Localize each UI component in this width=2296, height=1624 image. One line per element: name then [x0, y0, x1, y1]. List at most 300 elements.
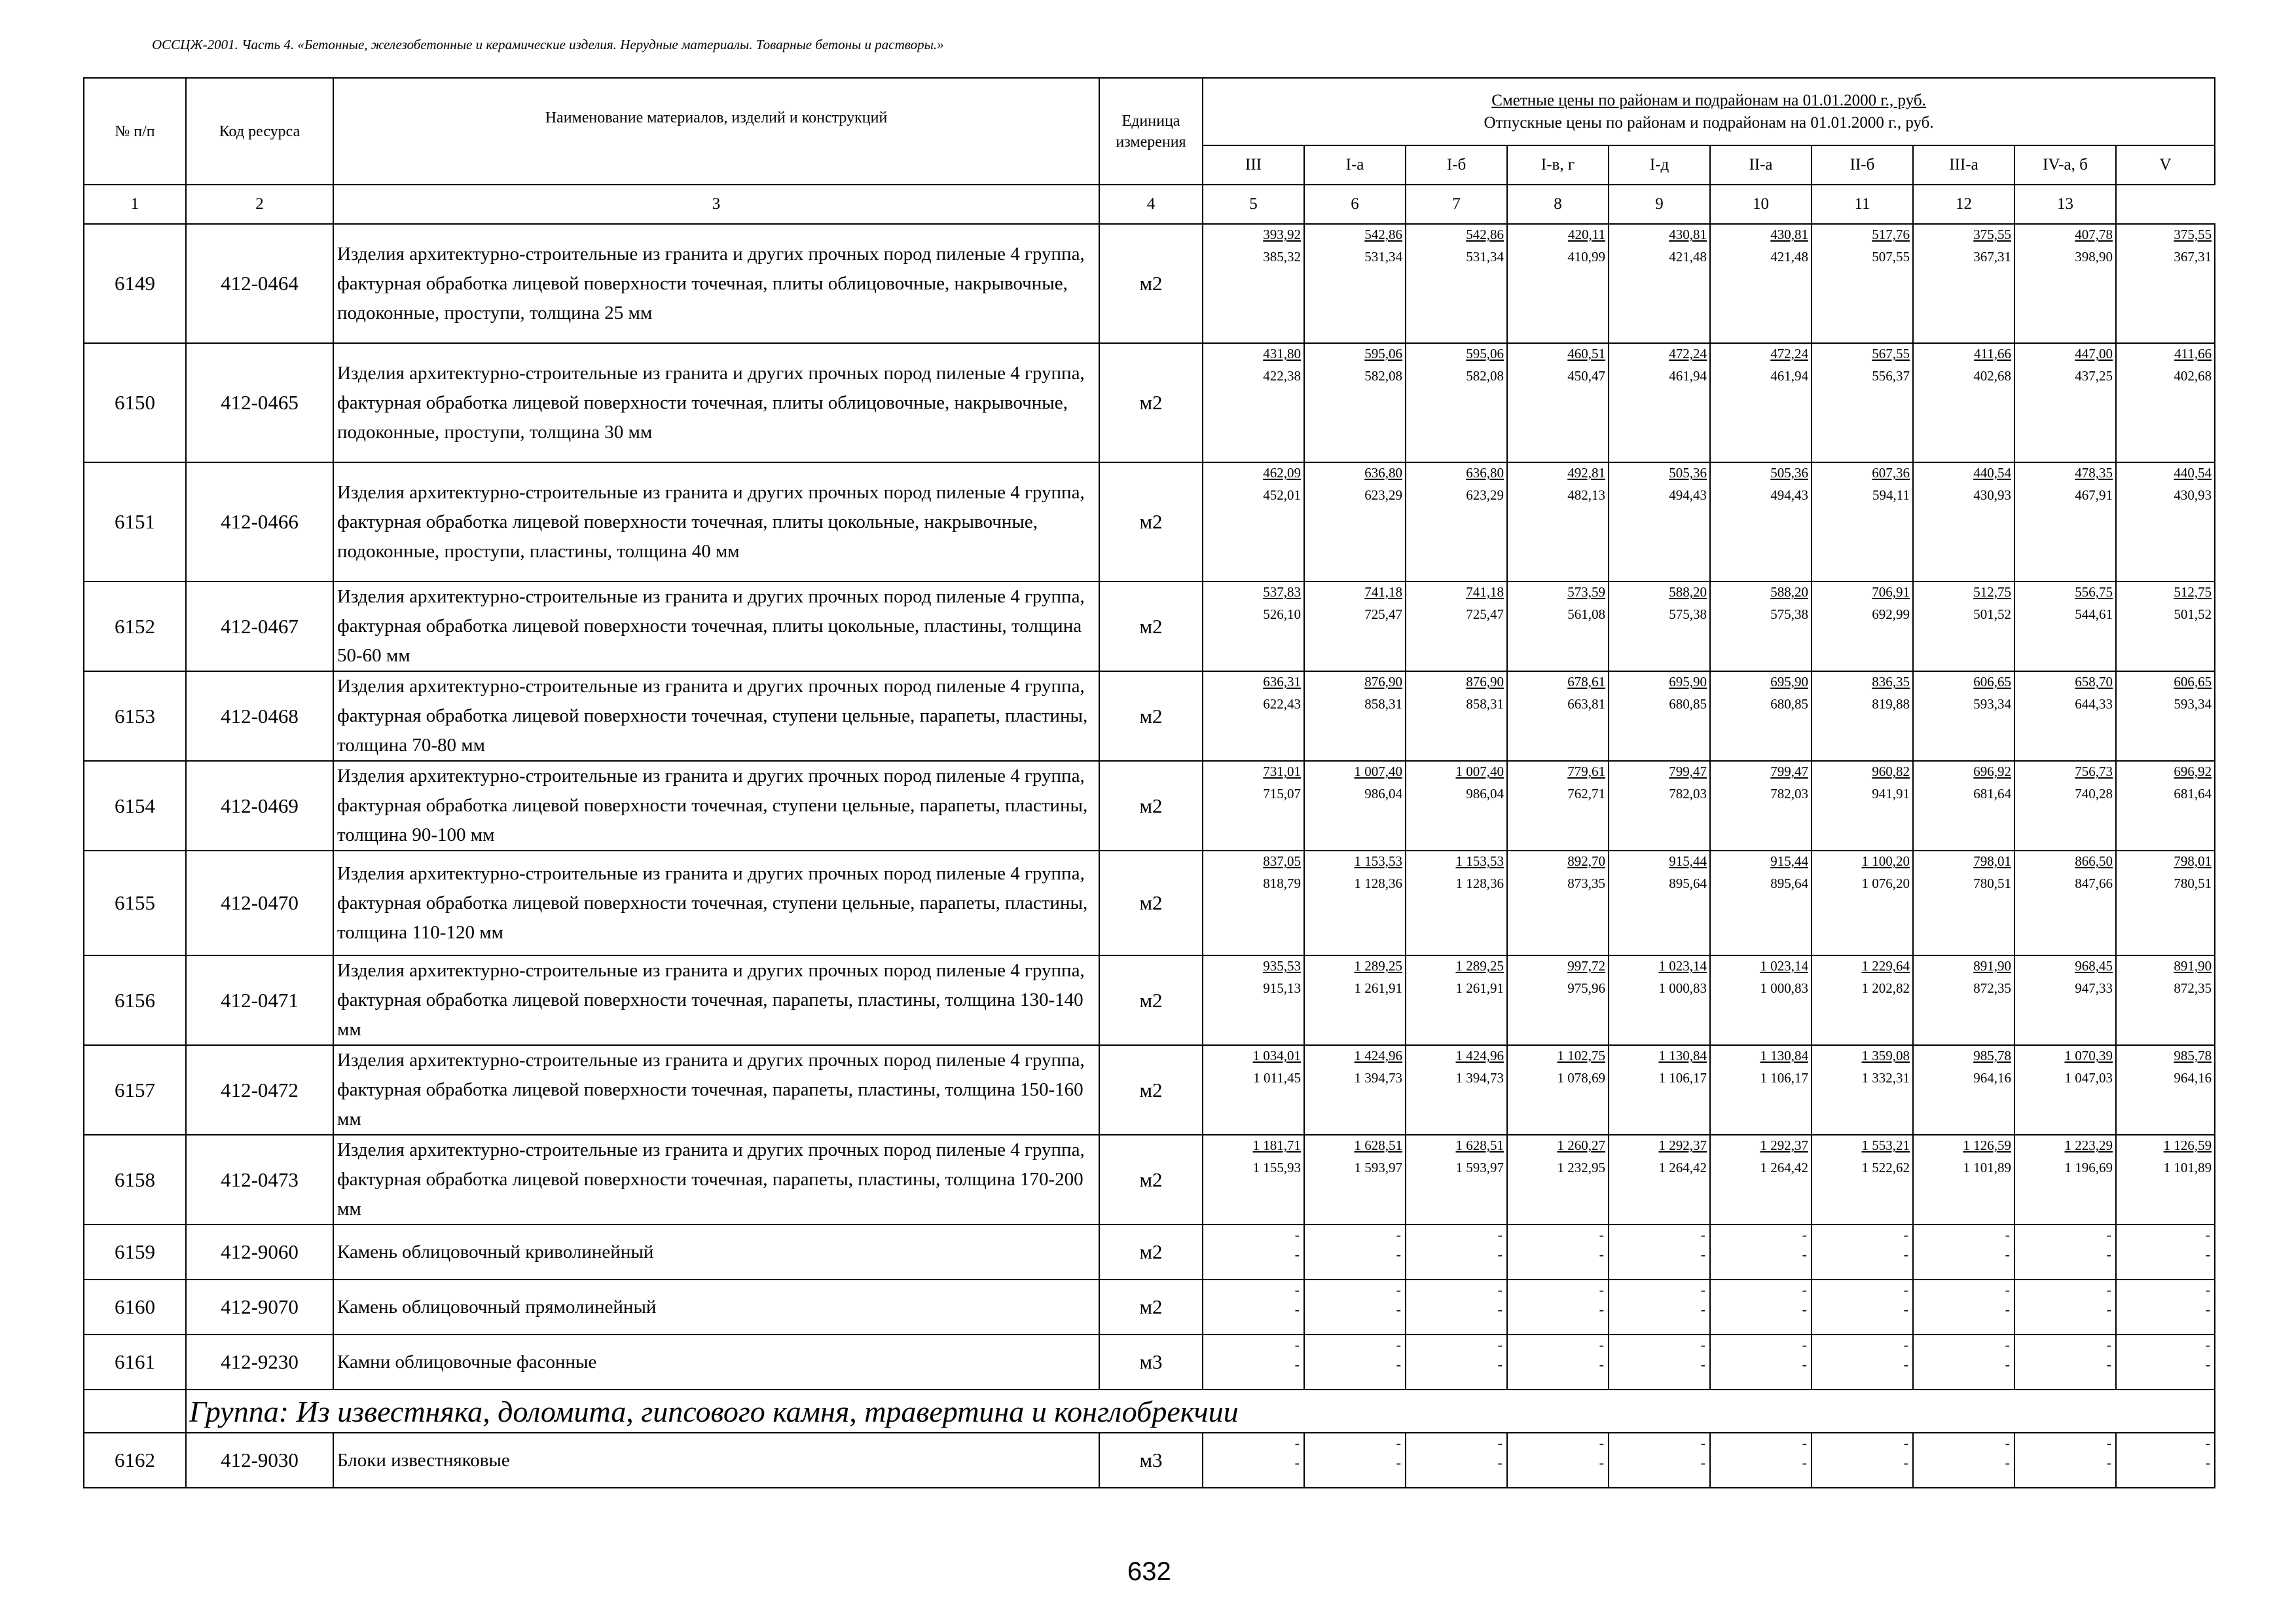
group-title: Группа: Из известняка, доломита, гипсового камня, травертина и конглобрекчии	[186, 1390, 2215, 1433]
estimate-price-dash: -	[1599, 1282, 1604, 1298]
release-price: 858,31	[1364, 696, 1402, 712]
release-price: 915,13	[1263, 980, 1301, 996]
release-price-dash: -	[2205, 1301, 2211, 1318]
estimate-price: 375,55	[2174, 227, 2212, 242]
price-cell	[1406, 1280, 1507, 1335]
row-number: 6161	[84, 1335, 186, 1390]
estimate-price-dash: -	[1497, 1227, 1503, 1243]
price-cell	[1203, 1045, 1304, 1135]
estimate-price: 472,24	[1669, 346, 1707, 361]
release-price: 494,43	[1770, 487, 1808, 503]
release-price: 819,88	[1872, 696, 1910, 712]
estimate-price: 636,80	[1466, 465, 1504, 481]
price-cell	[1609, 1135, 1710, 1225]
release-price-dash: -	[2106, 1454, 2111, 1471]
price-cell	[2014, 1135, 2116, 1225]
estimate-price: 460,51	[1567, 346, 1605, 361]
release-price: 461,94	[1669, 368, 1707, 384]
release-price: 1 261,91	[1455, 980, 1504, 996]
price-cell	[1203, 851, 1304, 955]
price-cell	[2014, 224, 2116, 343]
estimate-price-dash: -	[1294, 1282, 1300, 1298]
release-price: 544,61	[2075, 606, 2113, 622]
price-cell	[2116, 761, 2215, 851]
estimate-price-dash: -	[1700, 1227, 1705, 1243]
estimate-price: 1 424,96	[1354, 1048, 1402, 1063]
header-prices-release: Отпускные цены по районам и подрайонам на 01.01.2000 г., руб.	[1484, 113, 1934, 132]
estimate-price: 567,55	[1872, 346, 1910, 361]
resource-code: 412-9030	[186, 1433, 333, 1488]
estimate-price: 756,73	[2075, 764, 2113, 779]
release-price: 964,16	[1973, 1070, 2011, 1086]
price-cell	[1710, 955, 1812, 1045]
release-price-dash: -	[1599, 1246, 1604, 1263]
row-number: 6160	[84, 1280, 186, 1335]
price-cell	[1203, 761, 1304, 851]
price-cell	[1507, 1225, 1609, 1280]
release-price: 482,13	[1567, 487, 1605, 503]
resource-code: 412-0473	[186, 1135, 333, 1225]
estimate-price-dash: -	[1903, 1282, 1908, 1298]
release-price: 725,47	[1364, 606, 1402, 622]
resource-code: 412-0467	[186, 581, 333, 671]
price-cell	[1203, 1135, 1304, 1225]
release-price-dash: -	[2205, 1454, 2211, 1471]
price-cell	[1710, 1135, 1812, 1225]
estimate-price-dash: -	[1294, 1337, 1300, 1353]
estimate-price: 731,01	[1263, 764, 1301, 779]
estimate-price: 798,01	[2174, 853, 2212, 869]
price-cell	[2014, 1045, 2116, 1135]
price-cell	[1304, 224, 1406, 343]
price-cell	[1710, 851, 1812, 955]
release-price: 410,99	[1567, 249, 1605, 265]
unit-of-measure: м2	[1099, 955, 1203, 1045]
table-row	[84, 581, 2215, 671]
material-name: Камень облицовочный прямолинейный	[333, 1280, 1099, 1335]
release-price-dash: -	[2106, 1246, 2111, 1263]
release-price: 1 196,69	[2064, 1160, 2113, 1175]
release-price: 782,03	[1770, 786, 1808, 802]
estimate-price: 1 126,59	[1963, 1137, 2011, 1153]
estimate-price-dash: -	[1599, 1227, 1604, 1243]
row-number: 6157	[84, 1045, 186, 1135]
estimate-price: 1 130,84	[1760, 1048, 1808, 1063]
price-cell	[1304, 671, 1406, 761]
price-cell	[2116, 1135, 2215, 1225]
resource-code: 412-9230	[186, 1335, 333, 1390]
price-cell	[2014, 581, 2116, 671]
release-price: 1 155,93	[1252, 1160, 1301, 1175]
price-cell	[1304, 955, 1406, 1045]
material-name: Изделия архитектурно-строительные из гранита и других прочных пород пиленые 4 группа, фактурная обработка лицевой поверхности точечная, плиты цокольные, накрывочные, подоконные, проступи, пластины, толщина 40 мм	[333, 462, 1099, 581]
price-cell	[1812, 1225, 1913, 1280]
release-price: 367,31	[1973, 249, 2011, 265]
estimate-price: 505,36	[1770, 465, 1808, 481]
estimate-price: 696,92	[1973, 764, 2011, 779]
price-cell	[1304, 1433, 1406, 1488]
release-price: 531,34	[1364, 249, 1402, 265]
estimate-price: 1 126,59	[2163, 1137, 2212, 1153]
estimate-price-dash: -	[1903, 1227, 1908, 1243]
price-cell	[1406, 1335, 1507, 1390]
price-cell	[1203, 1433, 1304, 1488]
price-cell	[1507, 955, 1609, 1045]
estimate-price-dash: -	[2005, 1435, 2010, 1451]
table-row	[84, 1225, 2215, 1280]
estimate-price: 960,82	[1872, 764, 1910, 779]
price-cell	[1203, 671, 1304, 761]
estimate-price-dash: -	[1700, 1435, 1705, 1451]
release-price: 644,33	[2075, 696, 2113, 712]
estimate-price-dash: -	[2005, 1282, 2010, 1298]
release-price: 986,04	[1466, 786, 1504, 802]
price-cell	[2014, 462, 2116, 581]
estimate-price: 876,90	[1364, 674, 1402, 690]
price-cell	[1812, 1135, 1913, 1225]
price-cell	[1609, 581, 1710, 671]
release-price: 1 106,17	[1658, 1070, 1707, 1086]
release-price: 1 101,89	[2163, 1160, 2212, 1175]
price-cell	[1406, 1225, 1507, 1280]
estimate-price: 915,44	[1669, 853, 1707, 869]
release-price-dash: -	[1802, 1301, 1807, 1318]
release-price: 858,31	[1466, 696, 1504, 712]
estimate-price-dash: -	[1802, 1337, 1807, 1353]
release-price: 780,51	[2174, 876, 2212, 891]
estimate-price-dash: -	[2005, 1227, 2010, 1243]
price-cell	[2116, 1335, 2215, 1390]
release-price: 422,38	[1263, 368, 1301, 384]
price-cell	[2116, 671, 2215, 761]
estimate-price: 1 628,51	[1455, 1137, 1504, 1153]
price-cell	[1406, 1135, 1507, 1225]
release-price: 681,64	[2174, 786, 2212, 802]
release-price: 1 101,89	[1963, 1160, 2011, 1175]
price-cell	[2116, 851, 2215, 955]
estimate-price: 1 292,37	[1760, 1137, 1808, 1153]
region-header: III-а	[1913, 145, 2014, 185]
price-cell	[2014, 955, 2116, 1045]
row-number: 6155	[84, 851, 186, 955]
material-name: Блоки известняковые	[333, 1433, 1099, 1488]
price-cell	[1710, 1045, 1812, 1135]
estimate-price: 1 181,71	[1252, 1137, 1301, 1153]
column-number: 7	[1406, 185, 1507, 224]
release-price: 526,10	[1263, 606, 1301, 622]
estimate-price: 512,75	[1973, 584, 2011, 600]
release-price: 715,07	[1263, 786, 1301, 802]
estimate-price: 492,81	[1567, 465, 1605, 481]
price-cell	[1812, 1433, 1913, 1488]
price-cell	[1406, 851, 1507, 955]
price-cell	[1203, 955, 1304, 1045]
estimate-price: 1 023,14	[1658, 958, 1707, 974]
release-price: 582,08	[1364, 368, 1402, 384]
release-price: 575,38	[1770, 606, 1808, 622]
estimate-price: 695,90	[1669, 674, 1707, 690]
price-cell	[1203, 1280, 1304, 1335]
table-row	[84, 761, 2215, 851]
price-cell	[1609, 1045, 1710, 1135]
price-cell	[1913, 1045, 2014, 1135]
release-price: 437,25	[2075, 368, 2113, 384]
release-price: 531,34	[1466, 249, 1504, 265]
resource-code: 412-0468	[186, 671, 333, 761]
region-header: III	[1203, 145, 1304, 185]
estimate-price-dash: -	[1497, 1435, 1503, 1451]
price-cell	[1507, 343, 1609, 462]
price-cell	[1507, 1280, 1609, 1335]
price-cell	[1812, 462, 1913, 581]
price-cell	[1406, 1045, 1507, 1135]
release-price-dash: -	[2106, 1301, 2111, 1318]
price-cell	[1710, 462, 1812, 581]
estimate-price: 440,54	[1973, 465, 2011, 481]
price-cell	[1609, 462, 1710, 581]
estimate-price: 1 130,84	[1658, 1048, 1707, 1063]
price-cell	[1304, 581, 1406, 671]
estimate-price: 411,66	[1974, 346, 2011, 361]
release-price-dash: -	[1903, 1356, 1908, 1373]
release-price-dash: -	[2005, 1356, 2010, 1373]
price-cell	[1913, 671, 2014, 761]
release-price: 622,43	[1263, 696, 1301, 712]
column-number: 11	[1812, 185, 1913, 224]
resource-code: 412-0465	[186, 343, 333, 462]
column-number: 8	[1507, 185, 1609, 224]
estimate-price: 1 553,21	[1861, 1137, 1910, 1153]
release-price-dash: -	[2205, 1356, 2211, 1373]
release-price: 1 000,83	[1760, 980, 1808, 996]
release-price-dash: -	[1700, 1356, 1705, 1373]
release-price: 895,64	[1770, 876, 1808, 891]
price-cell	[2116, 1433, 2215, 1488]
estimate-price: 447,00	[2075, 346, 2113, 361]
price-cell	[1507, 1335, 1609, 1390]
material-name: Изделия архитектурно-строительные из гранита и других прочных пород пиленые 4 группа, фактурная обработка лицевой поверхности точечная, парапеты, пластины, толщина 170-200 мм	[333, 1135, 1099, 1225]
price-cell	[1710, 1433, 1812, 1488]
release-price: 501,52	[1973, 606, 2011, 622]
material-name: Изделия архитектурно-строительные из гранита и других прочных пород пиленые 4 группа, фактурная обработка лицевой поверхности точечная, парапеты, пластины, толщина 130-140 мм	[333, 955, 1099, 1045]
estimate-price: 606,65	[2174, 674, 2212, 690]
price-cell	[2014, 1433, 2116, 1488]
estimate-price: 1 359,08	[1861, 1048, 1910, 1063]
estimate-price: 741,18	[1364, 584, 1402, 600]
release-price: 556,37	[1872, 368, 1910, 384]
column-number: 1	[84, 185, 186, 224]
material-name: Изделия архитектурно-строительные из гранита и других прочных пород пиленые 4 группа, фактурная обработка лицевой поверхности точечная, парапеты, пластины, толщина 150-160 мм	[333, 1045, 1099, 1135]
price-cell	[1710, 343, 1812, 462]
estimate-price: 892,70	[1567, 853, 1605, 869]
estimate-price: 375,55	[1973, 227, 2011, 242]
price-table	[83, 77, 2215, 1488]
release-price-dash: -	[1294, 1301, 1300, 1318]
price-cell	[1913, 462, 2014, 581]
header-name: Наименование материалов, изделий и конструкций	[333, 78, 1099, 185]
estimate-price: 997,72	[1567, 958, 1605, 974]
document-header: ОССЦЖ-2001. Часть 4. «Бетонные, железобетонные и керамические изделия. Нерудные материалы. Товарные бетоны и растворы.»	[152, 37, 944, 52]
unit-of-measure: м2	[1099, 1225, 1203, 1280]
release-price-dash: -	[2205, 1246, 2211, 1263]
release-price: 461,94	[1770, 368, 1808, 384]
table-row	[84, 462, 2215, 581]
region-header: I-б	[1406, 145, 1507, 185]
unit-of-measure: м2	[1099, 581, 1203, 671]
release-price-dash: -	[1497, 1246, 1503, 1263]
price-cell	[1203, 224, 1304, 343]
release-price: 582,08	[1466, 368, 1504, 384]
estimate-price: 478,35	[2075, 465, 2113, 481]
release-price-dash: -	[1497, 1454, 1503, 1471]
group-spacer	[84, 1390, 186, 1433]
price-cell	[1609, 851, 1710, 955]
release-price: 1 264,42	[1658, 1160, 1707, 1175]
estimate-price: 678,61	[1567, 674, 1605, 690]
table-row	[84, 1433, 2215, 1488]
unit-of-measure: м2	[1099, 343, 1203, 462]
estimate-price: 1 424,96	[1455, 1048, 1504, 1063]
release-price: 1 593,97	[1455, 1160, 1504, 1175]
price-cell	[2014, 851, 2116, 955]
region-header: V	[2116, 145, 2215, 185]
release-price-dash: -	[1396, 1301, 1401, 1318]
release-price-dash: -	[1599, 1356, 1604, 1373]
release-price: 1 000,83	[1658, 980, 1707, 996]
header-code: Код ресурса	[186, 78, 333, 185]
price-cell	[1913, 224, 2014, 343]
release-price: 385,32	[1263, 249, 1301, 265]
price-cell	[1710, 1225, 1812, 1280]
release-price: 623,29	[1466, 487, 1504, 503]
estimate-price: 1 100,20	[1861, 853, 1910, 869]
estimate-price: 876,90	[1466, 674, 1504, 690]
estimate-price-dash: -	[2106, 1227, 2111, 1243]
price-cell	[1507, 1135, 1609, 1225]
release-price: 1 128,36	[1354, 876, 1402, 891]
region-header: I-а	[1304, 145, 1406, 185]
estimate-price: 1 153,53	[1354, 853, 1402, 869]
unit-of-measure: м3	[1099, 1335, 1203, 1390]
price-cell	[2116, 462, 2215, 581]
estimate-price: 1 153,53	[1455, 853, 1504, 869]
price-cell	[1203, 343, 1304, 462]
resource-code: 412-9070	[186, 1280, 333, 1335]
estimate-price: 741,18	[1466, 584, 1504, 600]
price-cell	[1913, 343, 2014, 462]
release-price: 740,28	[2075, 786, 2113, 802]
release-price-dash: -	[1396, 1454, 1401, 1471]
price-cell	[2116, 581, 2215, 671]
estimate-price: 798,01	[1973, 853, 2011, 869]
row-number: 6150	[84, 343, 186, 462]
estimate-price: 866,50	[2075, 853, 2113, 869]
material-name: Камни облицовочные фасонные	[333, 1335, 1099, 1390]
estimate-price: 1 102,75	[1557, 1048, 1605, 1063]
price-cell	[1507, 1433, 1609, 1488]
estimate-price-dash: -	[2205, 1337, 2211, 1353]
estimate-price-dash: -	[1700, 1337, 1705, 1353]
header-num: № п/п	[84, 78, 186, 185]
row-number: 6151	[84, 462, 186, 581]
release-price: 467,91	[2075, 487, 2113, 503]
estimate-price: 573,59	[1567, 584, 1605, 600]
release-price-dash: -	[2005, 1246, 2010, 1263]
release-price-dash: -	[1903, 1301, 1908, 1318]
release-price: 367,31	[2174, 249, 2212, 265]
material-name: Изделия архитектурно-строительные из гранита и других прочных пород пиленые 4 группа, фактурная обработка лицевой поверхности точечная, плиты облицовочные, накрывочные, подоконные, проступи, толщина 25 мм	[333, 224, 1099, 343]
price-cell	[1812, 1335, 1913, 1390]
unit-of-measure: м2	[1099, 1135, 1203, 1225]
price-cell	[1304, 1045, 1406, 1135]
estimate-price: 1 023,14	[1760, 958, 1808, 974]
estimate-price-dash: -	[1903, 1435, 1908, 1451]
estimate-price: 799,47	[1669, 764, 1707, 779]
estimate-price: 935,53	[1263, 958, 1301, 974]
estimate-price-dash: -	[1599, 1337, 1604, 1353]
estimate-price: 588,20	[1770, 584, 1808, 600]
resource-code: 412-9060	[186, 1225, 333, 1280]
resource-code: 412-0464	[186, 224, 333, 343]
unit-of-measure: м2	[1099, 761, 1203, 851]
material-name: Изделия архитектурно-строительные из гранита и других прочных пород пиленые 4 группа, фактурная обработка лицевой поверхности точечная, плиты цокольные, пластины, толщина 50-60 мм	[333, 581, 1099, 671]
resource-code: 412-0472	[186, 1045, 333, 1135]
estimate-price: 891,90	[1973, 958, 2011, 974]
release-price-dash: -	[1497, 1356, 1503, 1373]
estimate-price: 1 223,29	[2064, 1137, 2113, 1153]
table-row	[84, 851, 2215, 955]
release-price: 1 332,31	[1861, 1070, 1910, 1086]
column-number: 5	[1203, 185, 1304, 224]
resource-code: 412-0471	[186, 955, 333, 1045]
region-header: II-а	[1710, 145, 1812, 185]
page-number: 632	[1127, 1557, 1171, 1586]
table-row	[84, 224, 2215, 343]
release-price: 680,85	[1770, 696, 1808, 712]
price-cell	[1710, 761, 1812, 851]
release-price-dash: -	[1396, 1356, 1401, 1373]
estimate-price-dash: -	[1396, 1282, 1401, 1298]
column-number: 2	[186, 185, 333, 224]
price-cell	[1507, 851, 1609, 955]
estimate-price: 440,54	[2174, 465, 2212, 481]
price-cell	[1913, 851, 2014, 955]
price-cell	[2116, 1045, 2215, 1135]
release-price: 593,34	[2174, 696, 2212, 712]
price-cell	[1913, 955, 2014, 1045]
estimate-price-dash: -	[1903, 1337, 1908, 1353]
material-name: Изделия архитектурно-строительные из гранита и других прочных пород пиленые 4 группа, фактурная обработка лицевой поверхности точечная, плиты облицовочные, накрывочные, подоконные, проступи, толщина 30 мм	[333, 343, 1099, 462]
estimate-price: 407,78	[2075, 227, 2113, 242]
release-price: 1 128,36	[1455, 876, 1504, 891]
price-cell	[1609, 343, 1710, 462]
estimate-price: 517,76	[1872, 227, 1910, 242]
header-prices-estimate: Сметные цены по районам и подрайонам на 01.01.2000 г., руб.	[1491, 91, 1926, 109]
release-price-dash: -	[1802, 1454, 1807, 1471]
estimate-price: 393,92	[1263, 227, 1301, 242]
estimate-price: 606,65	[1973, 674, 2011, 690]
release-price: 402,68	[2174, 368, 2212, 384]
price-cell	[2014, 671, 2116, 761]
price-cell	[1203, 581, 1304, 671]
estimate-price: 915,44	[1770, 853, 1808, 869]
release-price: 873,35	[1567, 876, 1605, 891]
resource-code: 412-0466	[186, 462, 333, 581]
estimate-price-dash: -	[1700, 1282, 1705, 1298]
material-name: Изделия архитектурно-строительные из гранита и других прочных пород пиленые 4 группа, фактурная обработка лицевой поверхности точечная, ступени цельные, парапеты, пластины, толщина 70-80 мм	[333, 671, 1099, 761]
estimate-price-dash: -	[2106, 1337, 2111, 1353]
unit-of-measure: м2	[1099, 224, 1203, 343]
